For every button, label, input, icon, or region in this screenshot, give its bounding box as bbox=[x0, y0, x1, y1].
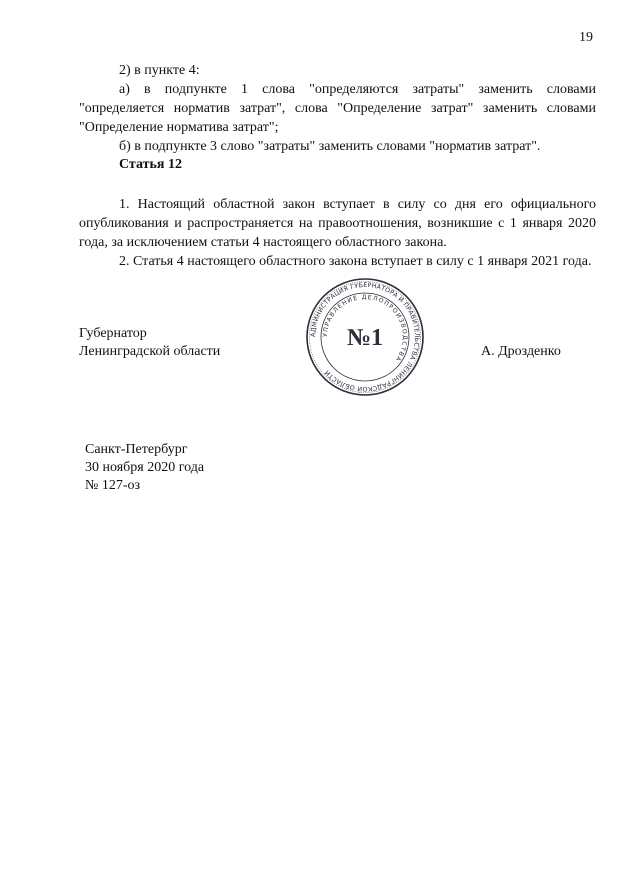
amendment-item-a: а) в подпункте 1 слова "определяются затраты" заменить словами "определяется норматив затрат", слова "Определение затрат" заменить словами "Определение норматива затрат"; bbox=[79, 82, 596, 135]
article-paragraph-2: 2. Статья 4 настоящего областного закона вступает в силу с 1 января 2021 года. bbox=[119, 254, 592, 269]
signatory-title-line1: Губернатор bbox=[79, 326, 147, 341]
signatory-title bbox=[79, 325, 220, 361]
signatory-title-line2: Ленинградской области bbox=[79, 344, 221, 359]
amendment-item-2: 2) в пункте 4: bbox=[119, 63, 200, 78]
signatory-name: А. Дрозденко bbox=[481, 344, 561, 359]
seal-outer-text: АДМИНИСТРАЦИЯ ГУБЕРНАТОРА И ПРАВИТЕЛЬСТВА ЛЕНИНГРАДСКОЙ ОБЛАСТИ bbox=[309, 281, 421, 393]
place-city: Санкт-Петербург bbox=[85, 442, 188, 457]
amendment-item-b: б) в подпункте 3 слово "затраты" заменить словами "норматив затрат". bbox=[119, 139, 541, 154]
article-body bbox=[79, 195, 596, 271]
official-seal bbox=[305, 277, 425, 397]
seal-number: №1 bbox=[346, 325, 384, 351]
article-paragraph-1: 1. Настоящий областной закон вступает в силу со дня его официального опубликования и распространяется на правоотношения, возникшие с 1 января 2020 года, за исключением статьи 4 настоящего областного закона. bbox=[79, 197, 596, 250]
page-number: 19 bbox=[579, 30, 593, 45]
law-date: 30 ноября 2020 года bbox=[85, 460, 205, 475]
article-heading: Статья 12 bbox=[119, 157, 182, 172]
law-number: № 127-оз bbox=[85, 478, 141, 493]
amendment-block bbox=[79, 61, 596, 156]
place-date-block bbox=[85, 441, 204, 495]
seal-inner-text: УПРАВЛЕНИЕ ДЕЛОПРОИЗВОДСТВА bbox=[321, 293, 409, 364]
